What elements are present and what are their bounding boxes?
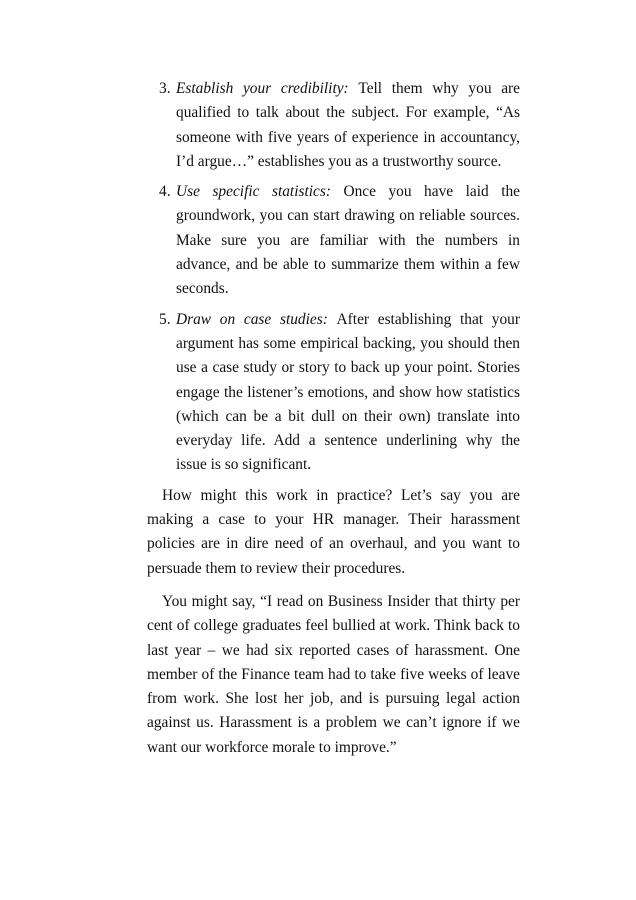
list-item-text: Tell them why you are qualified to talk about the subject. For example, “As someone with five years of experience in accountancy, I’d argue…” establishes you as a trustworthy source.	[176, 80, 520, 170]
list-item-number: 5.	[159, 310, 171, 328]
list-item-text: After establishing that your argument has some empirical backing, you should then use a case study or story to back up your point. Stories engage the listener’s emotions, and show how statistics (which can be a bit dull on their own) translate into everyday life. Add a sentence underlining why the issue is so significant.	[176, 310, 520, 474]
list-item	[147, 180, 520, 301]
list-item	[147, 77, 520, 174]
document-page	[147, 77, 520, 760]
list-item-text: Once you have laid the groundwork, you can start drawing on reliable sources. Make sure you are familiar with the numbers in advance, and be able to summarize them within a few seconds.	[176, 183, 520, 298]
list-item-term: Establish your credibility:	[176, 80, 359, 97]
body-paragraph: You might say, “I read on Business Insider that thirty per cent of college graduates feel bullied at work. Think back to last year – we had six reported cases of harassment. One member of the Finance team had to take five weeks of leave from work. She lost her job, and is pursuing legal action against us. Harassment is a problem we can’t ignore if we want our workforce morale to improve.”	[147, 592, 520, 756]
list-item	[147, 308, 520, 478]
list-item-term: Draw on case studies:	[176, 310, 337, 328]
body-paragraph: How might this work in practice? Let’s say you are making a case to your HR manager. Their harassment policies are in dire need of an overhaul, and you want to persuade them to review their procedures.	[147, 486, 520, 577]
list-item-number: 4.	[159, 183, 171, 201]
numbered-list	[147, 77, 520, 478]
list-item-number: 3.	[159, 80, 171, 97]
list-item-term: Use specific statistics:	[176, 183, 344, 201]
